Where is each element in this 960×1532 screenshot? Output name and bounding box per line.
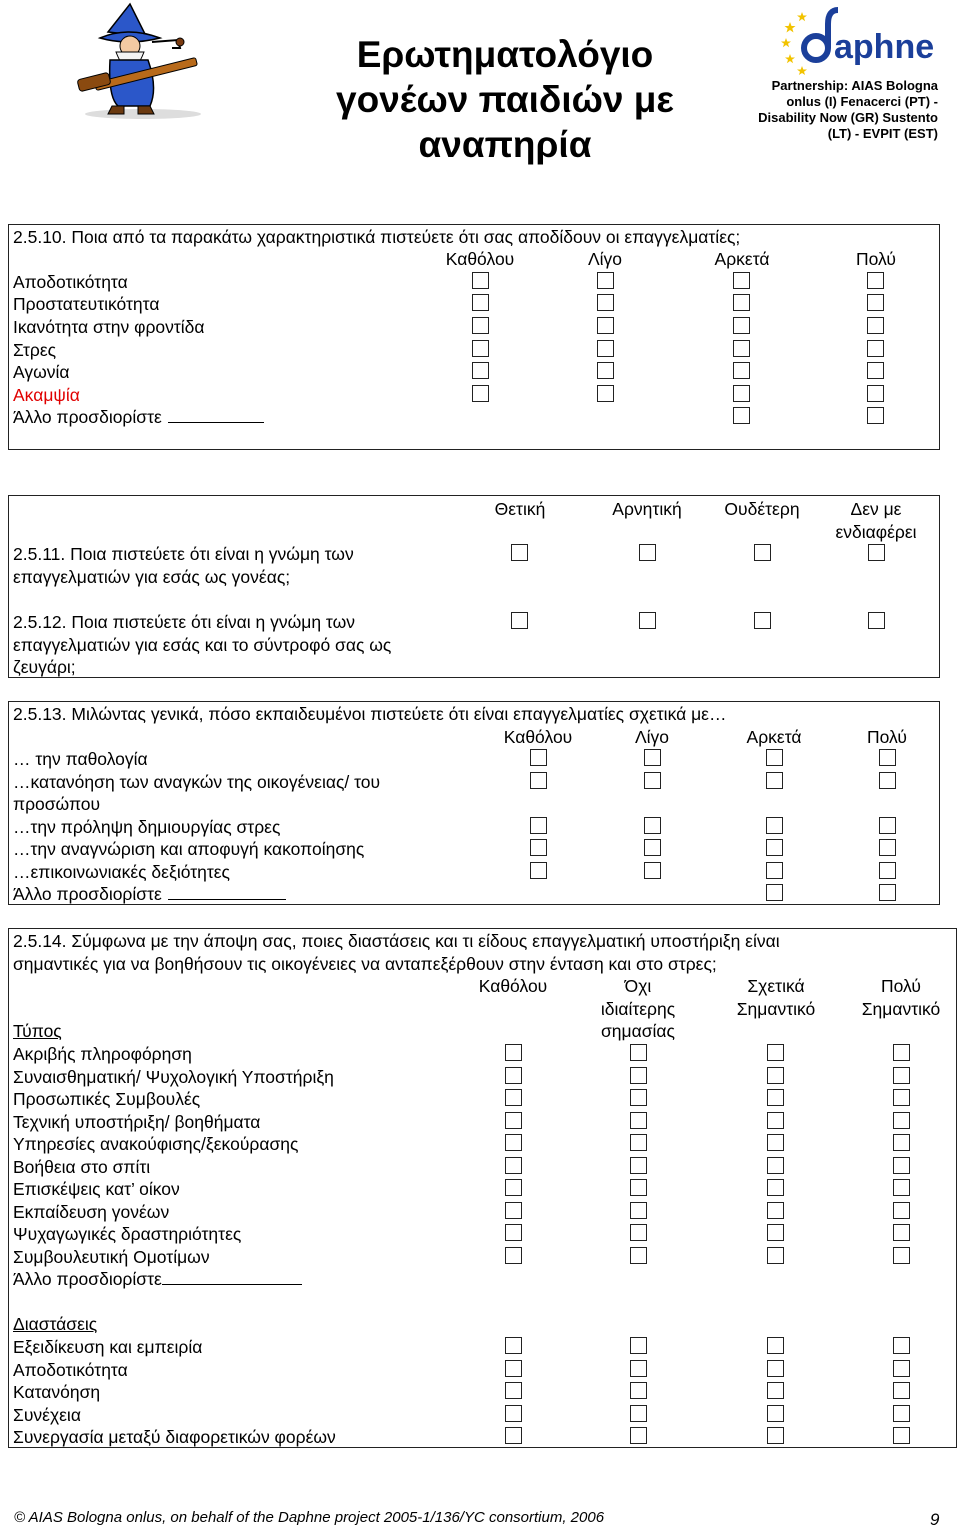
q13-question: 2.5.13. Μιλώντας γενικά, πόσο εκπαιδευμένοι πιστεύετε ότι είναι επαγγελματίες σχετικά με…: [13, 704, 727, 724]
q12-checkbox[interactable]: [754, 612, 771, 629]
q14-checkbox[interactable]: [630, 1247, 647, 1264]
q14-checkbox[interactable]: [630, 1044, 647, 1061]
footer-copyright: © AIAS Bologna onlus, on behalf of the Daphne project 2005-1/136/YC consortium, 2006: [14, 1509, 605, 1526]
q13-checkbox[interactable]: [766, 772, 783, 789]
q13-row-label: προσώπου: [13, 794, 101, 814]
q14-type-row: Συναισθηματική/ Ψυχολογική Υποστήριξη: [13, 1067, 334, 1087]
q13-checkbox[interactable]: [766, 749, 783, 766]
q12-checkbox[interactable]: [868, 612, 885, 629]
q14-checkbox[interactable]: [630, 1202, 647, 1219]
q10-checkbox[interactable]: [867, 385, 884, 402]
partnership-line: onlus (I) Fenacerci (PT) -: [786, 94, 938, 109]
q14-checkbox[interactable]: [893, 1224, 910, 1241]
q13-checkbox[interactable]: [644, 839, 661, 856]
q14-checkbox[interactable]: [893, 1337, 910, 1354]
partnership-line: Partnership: AIAS Bologna: [771, 78, 938, 93]
q10-checkbox[interactable]: [597, 272, 614, 289]
q14-checkbox[interactable]: [893, 1382, 910, 1399]
q13-checkbox[interactable]: [644, 772, 661, 789]
q13-checkbox[interactable]: [879, 817, 896, 834]
q14-checkbox[interactable]: [767, 1247, 784, 1264]
q14-checkbox[interactable]: [505, 1179, 522, 1196]
q12-question-line: ζευγάρι;: [13, 657, 76, 678]
q14-checkbox[interactable]: [767, 1382, 784, 1399]
q14-checkbox[interactable]: [630, 1360, 647, 1377]
q10-checkbox[interactable]: [597, 340, 614, 357]
q12-question-line: επαγγελματιών για εσάς και το σύντροφό σας ως: [13, 634, 392, 655]
q14-checkbox[interactable]: [505, 1337, 522, 1354]
q14-checkbox[interactable]: [505, 1112, 522, 1129]
q14-checkbox[interactable]: [893, 1247, 910, 1264]
q11-checkbox[interactable]: [754, 544, 771, 561]
q14-other-text: Άλλο προσδιορίστε: [13, 1269, 162, 1289]
q10-checkbox[interactable]: [867, 407, 884, 424]
q14-col-header-line: Σημαντικό: [861, 998, 941, 1019]
q14-checkbox[interactable]: [505, 1134, 522, 1151]
partnership-line: Disability Now (GR) Sustento: [758, 110, 938, 125]
q10-checkbox[interactable]: [867, 340, 884, 357]
title-line: γονέων παιδιών με: [336, 79, 674, 120]
q10-checkbox[interactable]: [472, 272, 489, 289]
q13-other-blank[interactable]: [168, 898, 286, 900]
partnership-line: (LT) - EVPIT (EST): [827, 126, 938, 141]
q14-checkbox[interactable]: [893, 1067, 910, 1084]
q14-dim-heading: Διαστάσεις: [13, 1314, 98, 1334]
q14-question-line: 2.5.14. Σύμφωνα με την άποψη σας, ποιες διαστάσεις και τι είδους επαγγελματική υποστήριξη είναι: [13, 931, 780, 951]
page-title: [300, 32, 710, 167]
q10-checkbox[interactable]: [867, 272, 884, 289]
q14-checkbox[interactable]: [630, 1224, 647, 1241]
q14-checkbox[interactable]: [893, 1157, 910, 1174]
q13-checkbox[interactable]: [530, 839, 547, 856]
q13-row-label: …κατανόηση των αναγκών της οικογένειας/ του: [13, 772, 381, 792]
q14-checkbox[interactable]: [893, 1179, 910, 1196]
q14-checkbox[interactable]: [505, 1405, 522, 1422]
q10-checkbox[interactable]: [733, 317, 750, 334]
q11-col-header: Ουδέτερη: [724, 499, 800, 519]
q14-checkbox[interactable]: [630, 1337, 647, 1354]
q14-checkbox[interactable]: [767, 1089, 784, 1106]
q13-checkbox[interactable]: [766, 884, 783, 901]
q14-checkbox[interactable]: [767, 1179, 784, 1196]
q12-checkbox[interactable]: [511, 612, 528, 629]
q10-checkbox[interactable]: [733, 340, 750, 357]
q13-checkbox[interactable]: [530, 772, 547, 789]
q13-checkbox[interactable]: [766, 862, 783, 879]
q10-row-label: Αποδοτικότητα: [13, 272, 128, 292]
q14-checkbox[interactable]: [505, 1044, 522, 1061]
q13-col-header: Λίγο: [634, 727, 670, 747]
q14-checkbox[interactable]: [630, 1179, 647, 1196]
q11-question: [13, 543, 354, 588]
q10-checkbox[interactable]: [733, 294, 750, 311]
q14-checkbox[interactable]: [630, 1112, 647, 1129]
q14-other-label: [13, 1268, 302, 1291]
partnership-info: [730, 78, 938, 142]
q14-type-row: Βοήθεια στο σπίτι: [13, 1157, 151, 1177]
q14-col-header: [842, 975, 960, 1020]
q13-checkbox[interactable]: [879, 884, 896, 901]
q10-checkbox[interactable]: [867, 362, 884, 379]
q10-row-label: Στρες: [13, 340, 57, 360]
q11-col-header: Θετική: [494, 499, 546, 519]
q14-checkbox[interactable]: [767, 1157, 784, 1174]
q10-checkbox[interactable]: [867, 317, 884, 334]
q14-col-header: [578, 975, 698, 1043]
q14-checkbox[interactable]: [893, 1044, 910, 1061]
q10-col-header: Λίγο: [587, 249, 623, 269]
q14-checkbox[interactable]: [893, 1089, 910, 1106]
q14-checkbox[interactable]: [505, 1360, 522, 1377]
q14-col-header-line: Σημαντικό: [736, 998, 816, 1019]
q13-other-text: Άλλο προσδιορίστε: [13, 884, 162, 904]
q11-checkbox[interactable]: [868, 544, 885, 561]
q14-col-header-line: Όχι: [624, 976, 652, 996]
q14-checkbox[interactable]: [505, 1427, 522, 1444]
q10-checkbox[interactable]: [472, 362, 489, 379]
q12-checkbox[interactable]: [639, 612, 656, 629]
wizard-mascot-icon: [68, 2, 218, 120]
q13-row-label: …την πρόληψη δημιουργίας στρες: [13, 817, 281, 837]
q10-checkbox[interactable]: [472, 294, 489, 311]
q14-checkbox[interactable]: [767, 1112, 784, 1129]
q12-question: [13, 611, 391, 679]
q10-row-label: Προστατευτικότητα: [13, 294, 160, 314]
q14-checkbox[interactable]: [630, 1157, 647, 1174]
q14-col-header: [716, 975, 836, 1020]
title-line: Ερωτηματολόγιο: [356, 34, 654, 75]
q14-type-row: Ακριβής πληροφόρηση: [13, 1044, 192, 1064]
q10-row-label: Αγωνία: [13, 362, 70, 382]
q10-checkbox[interactable]: [733, 385, 750, 402]
q14-checkbox[interactable]: [505, 1067, 522, 1084]
q14-col-header-line: Σχετικά: [747, 976, 805, 996]
q14-checkbox[interactable]: [630, 1382, 647, 1399]
q14-dim-row: Εξειδίκευση και εμπειρία: [13, 1337, 203, 1357]
q10-other-blank[interactable]: [168, 421, 264, 423]
q14-col-header-line: Πολύ: [881, 976, 921, 996]
q11-question-line: επαγγελματιών για εσάς ως γονέας;: [13, 566, 291, 587]
q14-checkbox[interactable]: [893, 1427, 910, 1444]
q14-checkbox[interactable]: [893, 1360, 910, 1377]
q14-dim-row: Αποδοτικότητα: [13, 1360, 128, 1380]
q14-checkbox[interactable]: [630, 1089, 647, 1106]
q13-col-header: Καθόλου: [503, 727, 573, 747]
q10-checkbox[interactable]: [597, 362, 614, 379]
q14-type-row: Προσωπικές Συμβουλές: [13, 1089, 201, 1109]
q13-row-label: …επικοινωνιακές δεξιότητες: [13, 862, 230, 882]
q10-col-header: Καθόλου: [445, 249, 515, 269]
q14-dim-row: Συνεργασία μεταξύ διαφορετικών φορέων: [13, 1427, 336, 1447]
title-line: αναπηρία: [418, 124, 592, 165]
q14-checkbox[interactable]: [505, 1382, 522, 1399]
q14-checkbox[interactable]: [630, 1134, 647, 1151]
q14-checkbox[interactable]: [630, 1067, 647, 1084]
q14-checkbox[interactable]: [505, 1157, 522, 1174]
q14-dim-row: Κατανόηση: [13, 1382, 101, 1402]
q13-row-label: …την αναγνώριση και αποφυγή κακοποίησης: [13, 839, 365, 859]
q14-checkbox[interactable]: [767, 1202, 784, 1219]
q13-checkbox[interactable]: [530, 817, 547, 834]
brand-text: aphne: [834, 28, 935, 66]
q10-col-header: Πολύ: [856, 249, 896, 269]
daphne-logo-icon: [778, 4, 938, 76]
q14-checkbox[interactable]: [767, 1405, 784, 1422]
q14-type-row: Υπηρεσίες ανακούφισης/ξεκούρασης: [13, 1134, 299, 1154]
q14-col-header-line: ιδιαίτερης: [600, 998, 676, 1019]
q10-other-label: [13, 406, 264, 429]
q11-col-header-line: ενδιαφέρει: [835, 521, 917, 542]
q14-checkbox[interactable]: [505, 1224, 522, 1241]
q14-checkbox[interactable]: [767, 1337, 784, 1354]
q14-checkbox[interactable]: [893, 1134, 910, 1151]
q10-checkbox[interactable]: [472, 340, 489, 357]
q14-checkbox[interactable]: [505, 1089, 522, 1106]
q11-col-header-line: Δεν με: [850, 499, 902, 519]
q13-checkbox[interactable]: [879, 862, 896, 879]
q13-row-label: … την παθολογία: [13, 749, 148, 769]
q10-checkbox[interactable]: [597, 385, 614, 402]
q10-checkbox[interactable]: [597, 294, 614, 311]
q13-checkbox[interactable]: [530, 749, 547, 766]
q14-checkbox[interactable]: [767, 1224, 784, 1241]
q14-checkbox[interactable]: [505, 1202, 522, 1219]
q11-col-header: [816, 498, 936, 543]
q14-checkbox[interactable]: [767, 1067, 784, 1084]
q11-checkbox[interactable]: [639, 544, 656, 561]
q10-question: 2.5.10. Ποια από τα παρακάτω χαρακτηριστικά πιστεύετε ότι σας αποδίδουν οι επαγγελματίες;: [13, 227, 741, 247]
q13-checkbox[interactable]: [766, 839, 783, 856]
q13-checkbox[interactable]: [530, 862, 547, 879]
q11-col-header: Αρνητική: [612, 499, 682, 519]
q12-question-line: 2.5.12. Ποια πιστεύετε ότι είναι η γνώμη των: [13, 612, 356, 632]
q14-type-heading: Τύπος: [13, 1021, 62, 1041]
q14-checkbox[interactable]: [893, 1405, 910, 1422]
q10-row-label: Ικανότητα στην φροντίδα: [13, 317, 205, 337]
q14-other-blank[interactable]: [162, 1283, 302, 1285]
q13-checkbox[interactable]: [879, 749, 896, 766]
q13-col-header: Πολύ: [867, 727, 907, 747]
q14-question-line: σημαντικές για να βοηθήσουν τις οικογένειες να ανταπεξέρθουν στην ένταση και στο στρες;: [13, 953, 717, 974]
q10-checkbox[interactable]: [867, 294, 884, 311]
q13-checkbox[interactable]: [766, 817, 783, 834]
q14-question: [13, 930, 780, 975]
q14-checkbox[interactable]: [630, 1405, 647, 1422]
q13-col-header: Αρκετά: [746, 727, 802, 747]
q13-other-label: [13, 883, 286, 906]
q14-checkbox[interactable]: [893, 1112, 910, 1129]
q14-checkbox[interactable]: [505, 1247, 522, 1264]
q10-checkbox[interactable]: [472, 317, 489, 334]
q14-checkbox[interactable]: [893, 1202, 910, 1219]
q14-type-row: Επισκέψεις κατ’ οίκον: [13, 1179, 180, 1199]
q14-type-row: Εκπαίδευση γονέων: [13, 1202, 170, 1222]
q10-checkbox[interactable]: [472, 385, 489, 402]
q11-checkbox[interactable]: [511, 544, 528, 561]
q10-other-text: Άλλο προσδιορίστε: [13, 407, 162, 427]
q14-type-row: Συμβουλευτική Ομοτίμων: [13, 1247, 210, 1267]
q14-checkbox[interactable]: [630, 1427, 647, 1444]
q14-checkbox[interactable]: [767, 1134, 784, 1151]
q10-checkbox[interactable]: [733, 407, 750, 424]
q10-checkbox[interactable]: [733, 362, 750, 379]
q13-checkbox[interactable]: [644, 862, 661, 879]
q14-dim-row: Συνέχεια: [13, 1405, 81, 1425]
q10-checkbox[interactable]: [733, 272, 750, 289]
page-number: 9: [930, 1510, 940, 1529]
q14-checkbox[interactable]: [767, 1360, 784, 1377]
q14-type-row: Τεχνική υποστήριξη/ βοηθήματα: [13, 1112, 261, 1132]
q10-checkbox[interactable]: [597, 317, 614, 334]
q13-checkbox[interactable]: [879, 772, 896, 789]
q14-type-row: Ψυχαγωγικές δραστηριότητες: [13, 1224, 242, 1244]
q13-checkbox[interactable]: [879, 839, 896, 856]
q14-checkbox[interactable]: [767, 1044, 784, 1061]
q14-checkbox[interactable]: [767, 1427, 784, 1444]
q11-question-line: 2.5.11. Ποια πιστεύετε ότι είναι η γνώμη των: [13, 544, 354, 564]
q13-checkbox[interactable]: [644, 817, 661, 834]
q10-row-label: Ακαμψία: [13, 385, 80, 405]
q13-checkbox[interactable]: [644, 749, 661, 766]
q14-col-header: Καθόλου: [478, 976, 548, 996]
q10-col-header: Αρκετά: [714, 249, 770, 269]
q14-col-header-line: σημασίας: [601, 1021, 675, 1042]
